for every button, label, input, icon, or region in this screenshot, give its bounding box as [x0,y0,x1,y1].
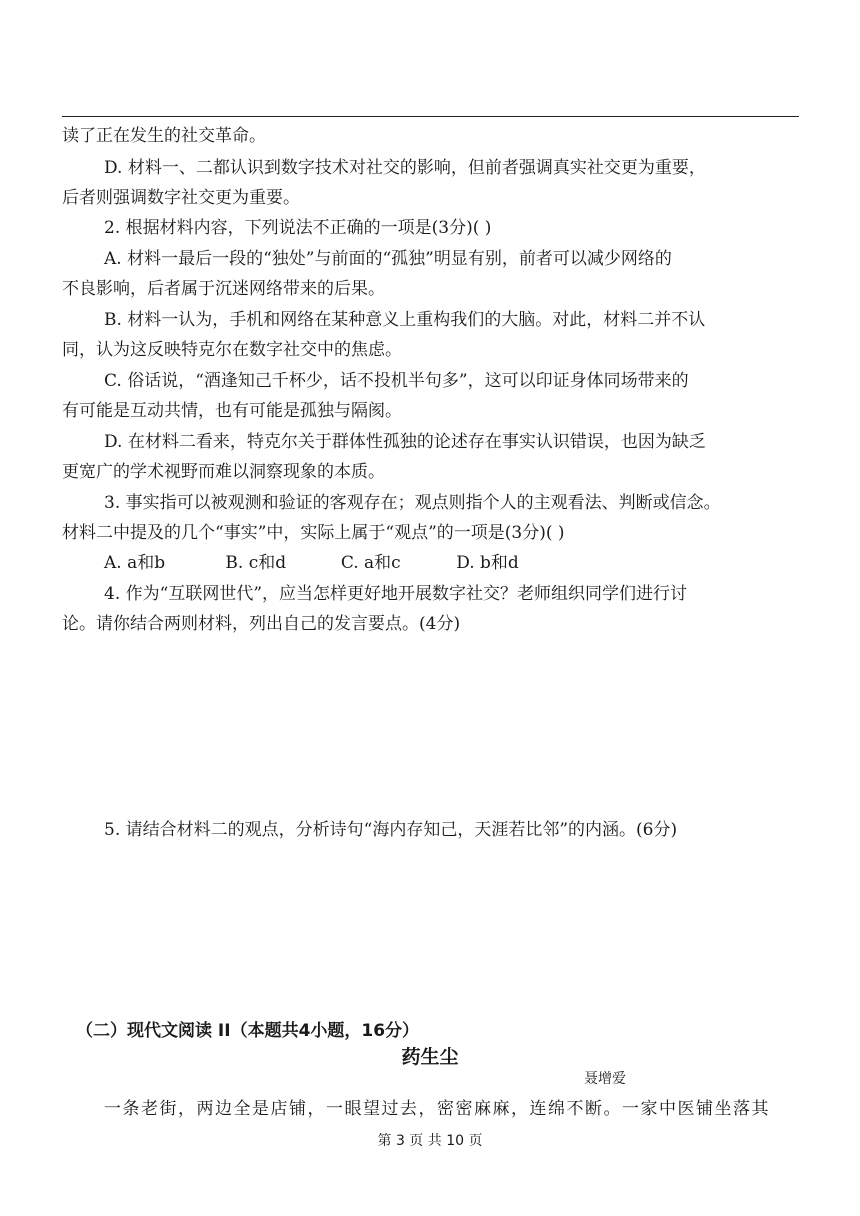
section-heading: （二）现代文阅读 II（本题共4小题，16分） [76,1021,420,1041]
q3-option-c: C. a和c [340,553,401,573]
question-5: 5. 请结合材料二的观点，分析诗句“海内存知己，天涯若比邻”的内涵。(6分) [104,820,678,840]
question-4-line-2: 论。请你结合两则材料，列出自己的发言要点。(4分) [62,614,461,634]
article-author: 聂增爱 [584,1071,626,1087]
q3-option-d: D. b和d [456,553,519,573]
text-line: 读了正在发生的社交革命。 [62,126,266,146]
q2-option-d-line-2: 更宽广的学术视野而难以洞察现象的本质。 [62,462,385,482]
question-3-line-2: 材料二中提及的几个“事实”中，实际上属于“观点”的一项是(3分)( ) [62,523,565,543]
question-2: 2. 根据材料内容，下列说法不正确的一项是(3分)( ) [104,218,492,238]
q3-option-b: B. c和d [225,553,287,573]
q2-option-a-line-2: 不良影响，后者属于沉迷网络带来的后果。 [62,279,385,299]
q2-option-d-line-1: D. 在材料二看来，特克尔关于群体性孤独的论述存在事实认识错误，也因为缺乏 [104,432,706,452]
option-d-line-1: D. 材料一、二都认识到数字技术对社交的影响，但前者强调真实社交更为重要， [104,158,706,178]
q2-option-b-line-1: B. 材料一认为，手机和网络在某种意义上重构我们的大脑。对此，材料二并不认 [104,310,706,330]
question-3-line-1: 3. 事实指可以被观测和验证的客观存在；观点则指个人的主观看法、判断或信念。 [104,493,721,513]
page-footer: 第 3 页 共 10 页 [377,1133,483,1149]
q2-option-c-line-1: C. 俗话说，“酒逢知己千杯少，话不投机半句多”，这可以印证身体同场带来的 [104,371,689,391]
article-first-line: 一条老街，两边全是店铺，一眼望过去，密密麻麻，连绵不断。一家中医铺坐落其 [104,1099,770,1119]
q3-option-a: A. a和b [104,553,166,573]
q2-option-a-line-1: A. 材料一最后一段的“独处”与前面的“孤独”明显有别，前者可以减少网络的 [104,249,672,269]
article-title: 药生尘 [401,1046,459,1068]
question-4-line-1: 4. 作为“互联网世代”，应当怎样更好地开展数字社交？老师组织同学们进行讨 [104,584,688,604]
option-d-line-2: 后者则强调数字社交更为重要。 [62,188,300,208]
q2-option-b-line-2: 同，认为这反映特克尔在数字社交中的焦虑。 [62,340,402,360]
top-rule [62,116,799,117]
q3-options [104,551,519,575]
q2-option-c-line-2: 有可能是互动共情，也有可能是孤独与隔阂。 [62,401,402,421]
